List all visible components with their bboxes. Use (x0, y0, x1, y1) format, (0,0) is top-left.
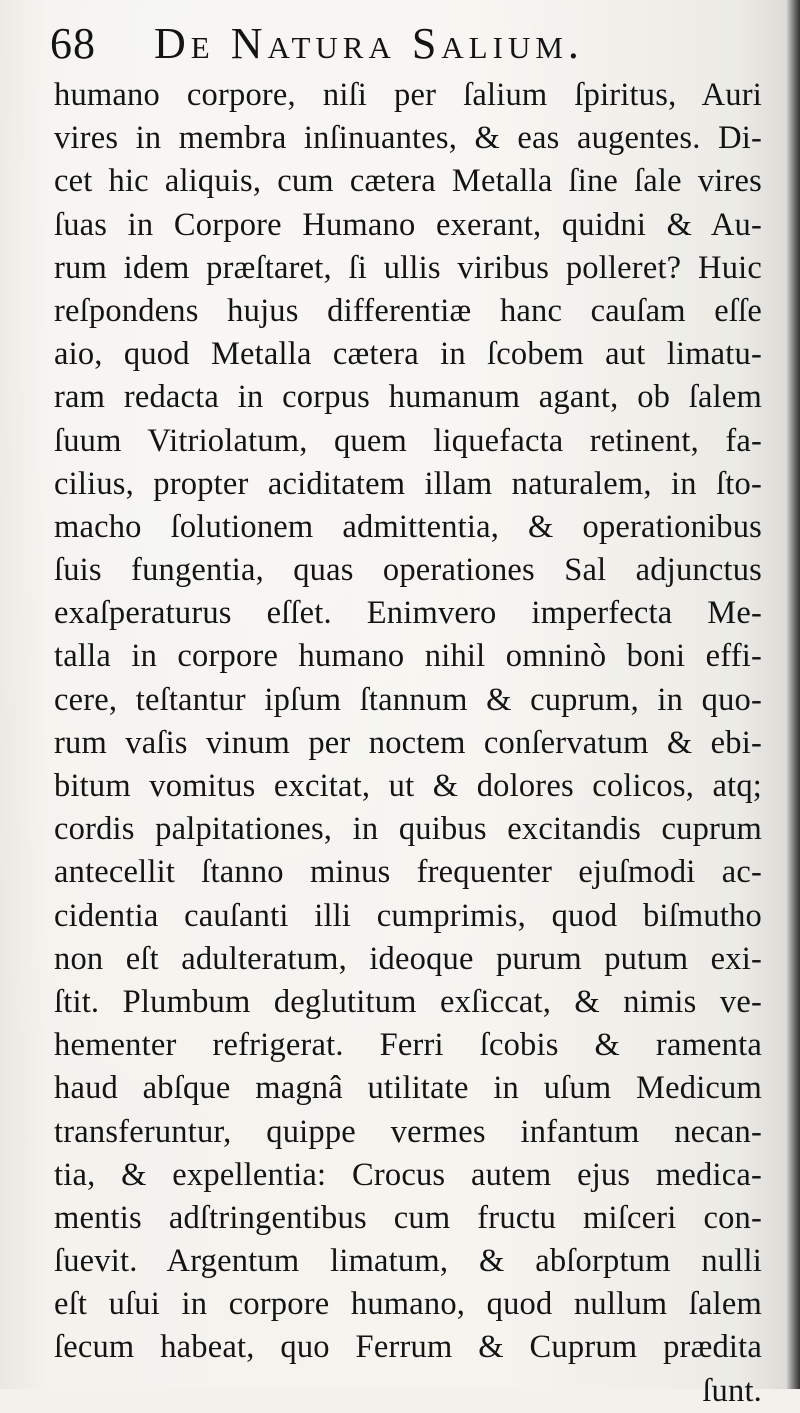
text-line: ſuevit. Argentum limatum, & abſorptum nulli (54, 1243, 762, 1280)
text-line: hementer refrigerat. Ferri ſcobis & ramenta (54, 1027, 762, 1064)
text-line: cidentia cauſanti illi cumprimis, quod biſmutho (54, 897, 762, 934)
text-line: cere, teſtantur ipſum ſtannum & cuprum, in quo- (54, 681, 762, 718)
text-line: exaſperaturus eſſet. Enimvero imperfecta Me- (54, 595, 762, 632)
text-line: humano corpore, niſi per ſalium ſpiritus, Auri (54, 77, 762, 113)
text-line: macho ſolutionem admittentia, & operationibus (54, 508, 762, 545)
text-line-final: ſunt. (702, 1372, 762, 1409)
text-line: transferuntur, quippe vermes infantum necan- (54, 1113, 762, 1150)
text-line: ſtit. Plumbum deglutitum exſiccat, & nimis ve- (54, 983, 762, 1020)
text-line: ſecum habeat, quo Ferrum & Cuprum prædita (54, 1329, 762, 1366)
running-title: De Natura Salium. (154, 19, 584, 68)
text-line: mentis adſtringentibus cum fructu miſceri con- (54, 1199, 762, 1236)
text-line: reſpondens hujus differentiæ hanc cauſam eſſe (54, 292, 762, 329)
text-line: ram redacta in corpus humanum agant, ob ſalem (54, 379, 762, 416)
text-line: ſuum Vitriolatum, quem liquefacta retinent, fa- (54, 422, 762, 459)
page-gutter-shadow (786, 0, 800, 1389)
text-line: tia, & expellentia: Crocus autem ejus medica- (54, 1156, 762, 1193)
text-line: vires in membra inſinuantes, & eas augentes. Di- (54, 120, 762, 157)
page-header (50, 12, 770, 72)
body-text (54, 74, 762, 1413)
page-number: 68 (50, 19, 96, 68)
text-line: rum vaſis vinum per noctem conſervatum & ebi- (54, 724, 762, 761)
text-line: ſuas in Corpore Humano exerant, quidni & Au- (54, 206, 762, 243)
text-line: cet hic aliquis, cum cætera Metalla ſine ſale vires (54, 163, 762, 200)
text-line: bitum vomitus excitat, ut & dolores colicos, atq; (54, 768, 762, 804)
text-line: talla in corpore humano nihil omninò boni effi- (54, 638, 762, 675)
text-line: antecellit ſtanno minus frequenter ejuſmodi ac- (54, 854, 762, 891)
text-line: haud abſque magnâ utilitate in uſum Medicum (54, 1070, 762, 1107)
text-line: eſt uſui in corpore humano, quod nullum ſalem (54, 1286, 762, 1323)
text-line: cilius, propter aciditatem illam naturalem, in ſto- (54, 465, 762, 502)
text-line: aio, quod Metalla cætera in ſcobem aut limatu- (54, 336, 762, 373)
text-line: ſuis fungentia, quas operationes Sal adjunctus (54, 552, 762, 589)
text-line: non eſt adulteratum, ideoque purum putum exi- (54, 940, 762, 977)
text-line: cordis palpitationes, in quibus excitandis cuprum (54, 811, 762, 848)
text-line: rum idem præſtaret, ſi ullis viribus polleret? Huic (54, 249, 762, 286)
